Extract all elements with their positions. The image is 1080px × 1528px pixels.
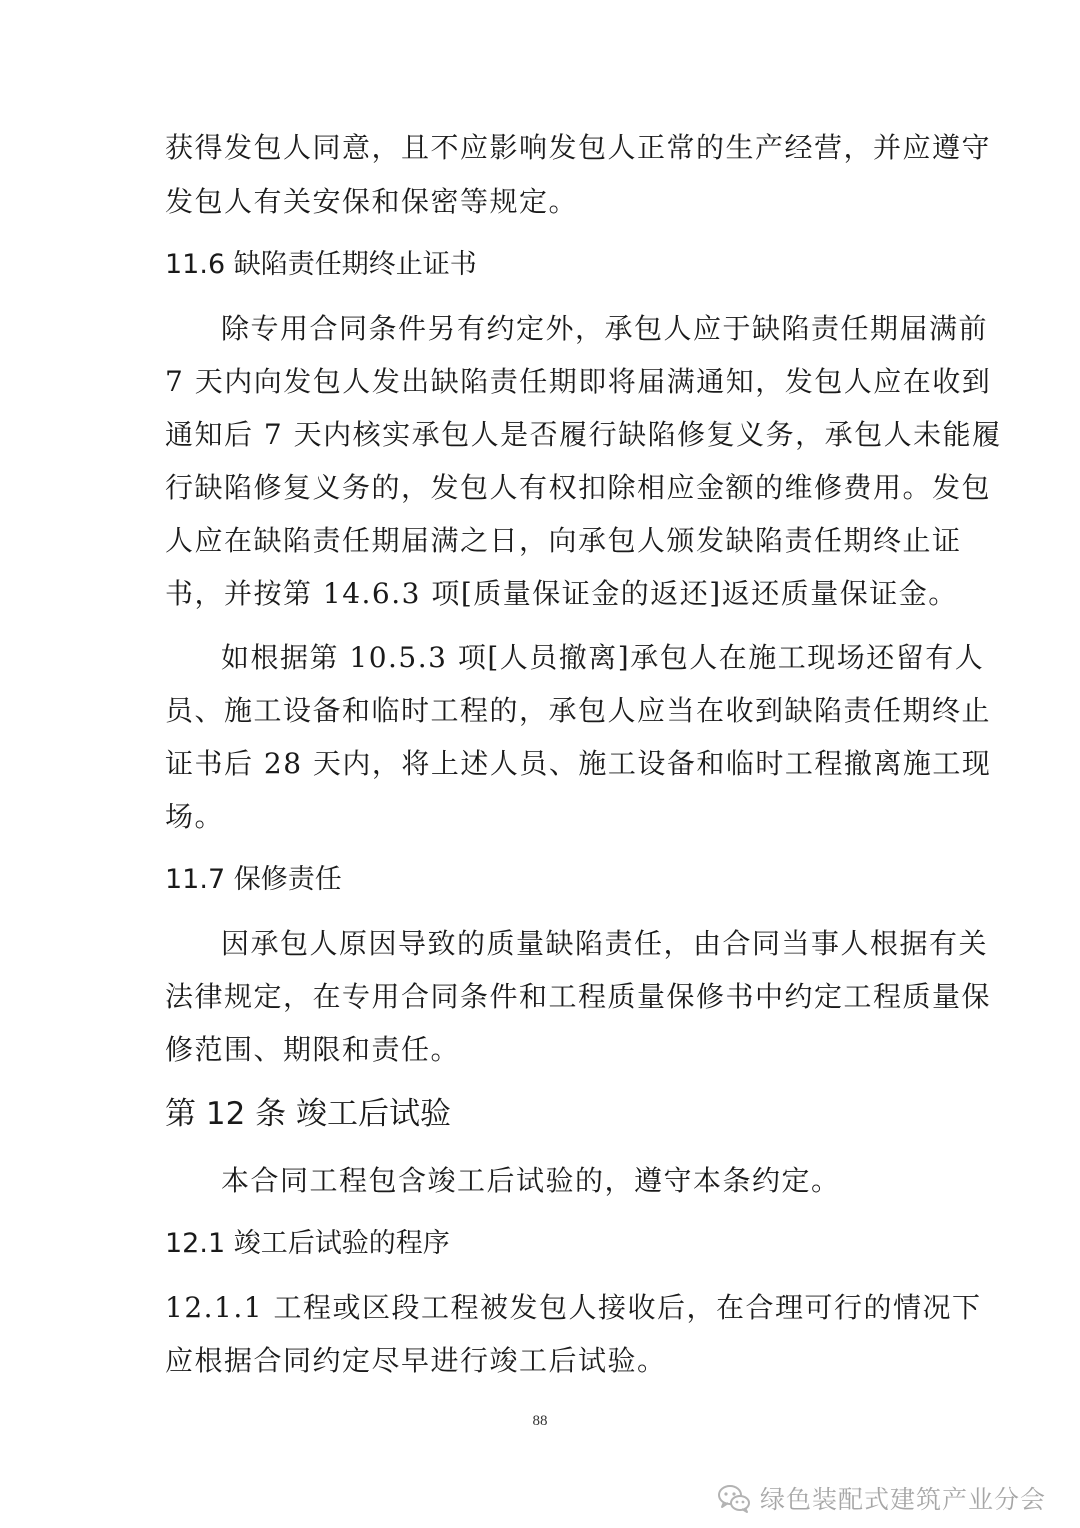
paragraph-line: 证书后 28 天内，将上述人员、施工设备和临时工程撤离施工现 <box>165 747 992 780</box>
paragraph-line: 应根据合同约定尽早进行竣工后试验。 <box>165 1344 667 1377</box>
paragraph-line: 员、施工设备和临时工程的，承包人应当在收到缺陷责任期终止 <box>165 694 992 727</box>
paragraph-line: 本合同工程包含竣工后试验的，遵守本条约定。 <box>221 1164 841 1197</box>
article-heading-12: 第 12 条 竣工后试验 <box>165 1096 452 1132</box>
paragraph-line: 场。 <box>165 800 225 833</box>
paragraph-line: 修范围、期限和责任。 <box>165 1033 461 1066</box>
watermark <box>716 1478 1046 1518</box>
section-heading-11-6: 11.6 缺陷责任期终止证书 <box>165 249 477 280</box>
paragraph-line: 如根据第 10.5.3 项[人员撤离]承包人在施工现场还留有人 <box>221 641 985 674</box>
section-heading-11-7: 11.7 保修责任 <box>165 864 342 895</box>
paragraph-line: 获得发包人同意，且不应影响发包人正常的生产经营，并应遵守 <box>165 131 992 164</box>
page-number: 88 <box>532 1413 548 1429</box>
paragraph-line: 人应在缺陷责任期届满之日，向承包人颁发缺陷责任期终止证 <box>165 524 962 557</box>
paragraph-line: 12.1.1 工程或区段工程被发包人接收后，在合理可行的情况下 <box>165 1291 982 1324</box>
paragraph-line: 除专用合同条件另有约定外，承包人应于缺陷责任期届满前 <box>221 312 989 345</box>
paragraph-line: 法律规定，在专用合同条件和工程质量保修书中约定工程质量保 <box>165 980 992 1013</box>
section-heading-12-1: 12.1 竣工后试验的程序 <box>165 1228 450 1259</box>
watermark-text: 绿色装配式建筑产业分会 <box>759 1485 1046 1514</box>
wechat-icon <box>716 1482 752 1514</box>
paragraph-line: 通知后 7 天内核实承包人是否履行缺陷修复义务，承包人未能履 <box>165 418 1002 451</box>
paragraph-line: 书，并按第 14.6.3 项[质量保证金的返还]返还质量保证金。 <box>165 577 958 610</box>
paragraph-line: 发包人有关安保和保密等规定。 <box>165 185 579 218</box>
paragraph-line: 行缺陷修复义务的，发包人有权扣除相应金额的维修费用。发包 <box>165 471 992 504</box>
paragraph-line: 因承包人原因导致的质量缺陷责任，由合同当事人根据有关 <box>221 927 989 960</box>
paragraph-line: 7 天内向发包人发出缺陷责任期即将届满通知，发包人应在收到 <box>165 365 992 398</box>
